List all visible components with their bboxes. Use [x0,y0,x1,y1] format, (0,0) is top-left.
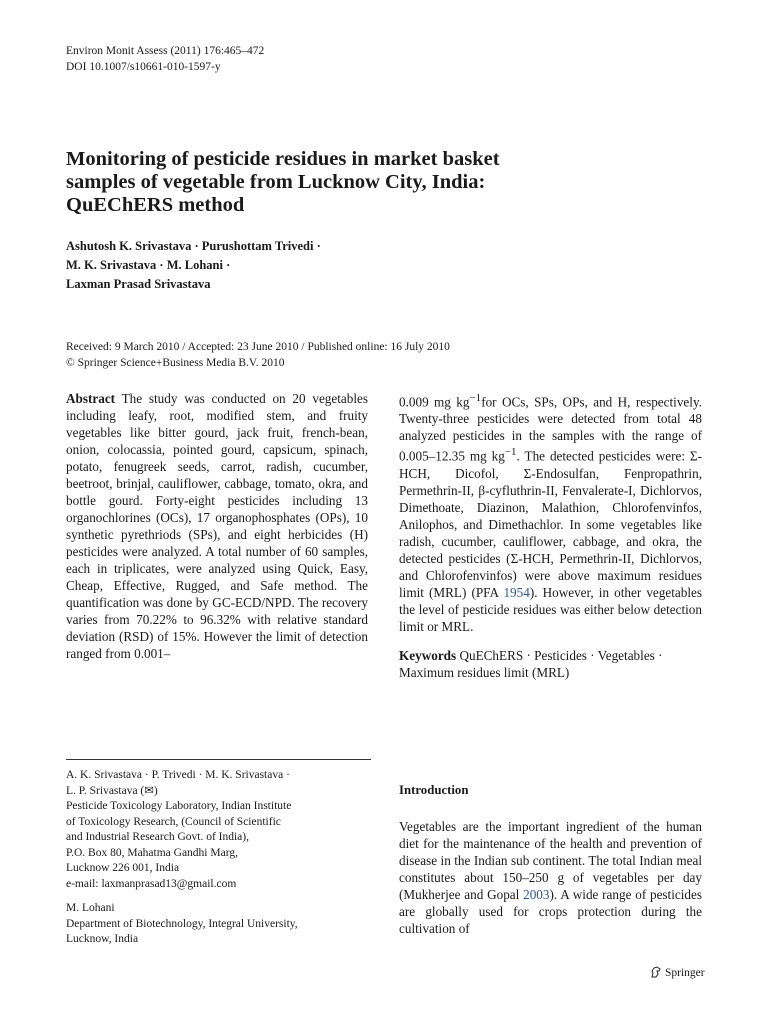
authors-line: Ashutosh K. Srivastava · Purushottam Trivedi · [66,239,321,253]
abstract-right-column [399,390,702,681]
keywords [399,647,702,681]
publisher-logo [650,966,705,979]
springer-horse-icon [650,966,662,978]
abstract-heading: Abstract [66,391,116,406]
author-list [66,237,321,294]
footnote-divider [66,759,371,760]
journal-citation: Environ Monit Assess (2011) 176:465–472 [66,45,265,57]
abstract-left-column [66,390,368,662]
authors-line: M. K. Srivastava · M. Lohani · [66,258,231,272]
contact-email[interactable]: e-mail: laxmanprasad13@gmail.com [66,877,237,890]
authors-line: Laxman Prasad Srivastava [66,277,211,291]
journal-header [66,43,264,75]
keywords-text: QuEChERS · Pesticides · Vegetables · Maximum residues limit (MRL) [399,647,663,680]
article-history [66,339,450,371]
citation-link-mukherjee[interactable]: 2003 [523,887,550,902]
introduction-text: Vegetables are the important ingredient of the human diet for the maintenance of the health and prevention of disease in the Indian sub continent. The total Indian meal constitutes about 150–250 g of vegetables per day (Mukherjee and Gopal 2003). A wide range of pesticides are globally used for crops protection during the cultivation of [399,819,702,936]
doi: DOI 10.1007/s10661-010-1597-y [66,61,221,73]
publication-dates: Received: 9 March 2010 / Accepted: 23 June 2010 / Published online: 16 July 2010 [66,341,450,353]
author-affiliations: A. K. Srivastava · P. Trivedi · M. K. Srivastava · L. P. Srivastava (✉) Pesticide Toxicology Laboratory, Indian Institute of Toxicology Research, (Council of Scientific and Industrial Research Govt. of India), P.O. Box 80, Mahatma Gandhi Marg, Lucknow 226 001, India e-mail: laxmanprasad13@gmail.com M. Lohani Department of Biotechnology, Integral University, Lucknow, India [66,768,366,948]
section-heading-introduction: Introduction [399,783,469,797]
abstract-continued: 0.009 mg $kg^{-1}for$ OCs, SPs, OPs, and H, respectively. Twenty-three pesticides were detected from total 48 analyzed pesticides in the samples with the range of 0.005–12.35 mg $kg^{-1}$. The detected pesticides were: Σ-HCH, Dicofol, Σ-Endosulfan, Fenpropathrin, Permethrin-II, β-cyfluthrin-II, Fenvalerate-I, Dichlorvos, Dimethoate, Diazinon, Malathion, Chlorofenvinfos, Anilophos, and Dimethachlor. In some vegetables like radish, cucumber, cauliflower, cabbage, and okra, the detected pesticides (Σ-HCH, Permethrin-II, Dichlorvos, and Chlorofenvinfos) were above maximum residues limit (MRL) (PFA 1954). However, in other vegetables the level of pesticide residues was either below detection limit or MRL. [399,392,702,634]
publisher-name: Springer [665,967,705,979]
abstract-text: The study was conducted on 20 vegetables including leafy, root, modified stem, and fruity vegetables like bitter gourd, jack fruit, french-bean, onion, colocassia, pointed gourd, capsicum, spinach, potato, fenugreek seeds, carrot, radish, cucumber, beetroot, brinjal, cauliflower, cabbage, tomato, okra, and bottle gourd. Forty-eight pesticides including 13 organochlorines (OCs), 17 organophosphates (OPs), 10 synthetic pyrethriods (SPs), and eight herbicides (H) pesticides were analyzed. A total number of 60 samples, each in triplicates, were analyzed using Quick, Easy, Cheap, Effective, Rugged, and Safe method. The quantification was done by GC-ECD/NPD. The recovery varies from 70.22% to 96.32% with relative standard deviation (RSD) of 15%. However the limit of detection ranged from 0.001– [66,391,368,661]
keywords-label: Keywords [399,647,457,663]
article-title: Monitoring of pesticide residues in market basket samples of vegetable from Lucknow City, India: QuEChERS method [66,148,500,216]
copyright: © Springer Science+Business Media B.V. 2010 [66,357,285,369]
citation-link-pfa[interactable]: 1954 [503,584,530,600]
